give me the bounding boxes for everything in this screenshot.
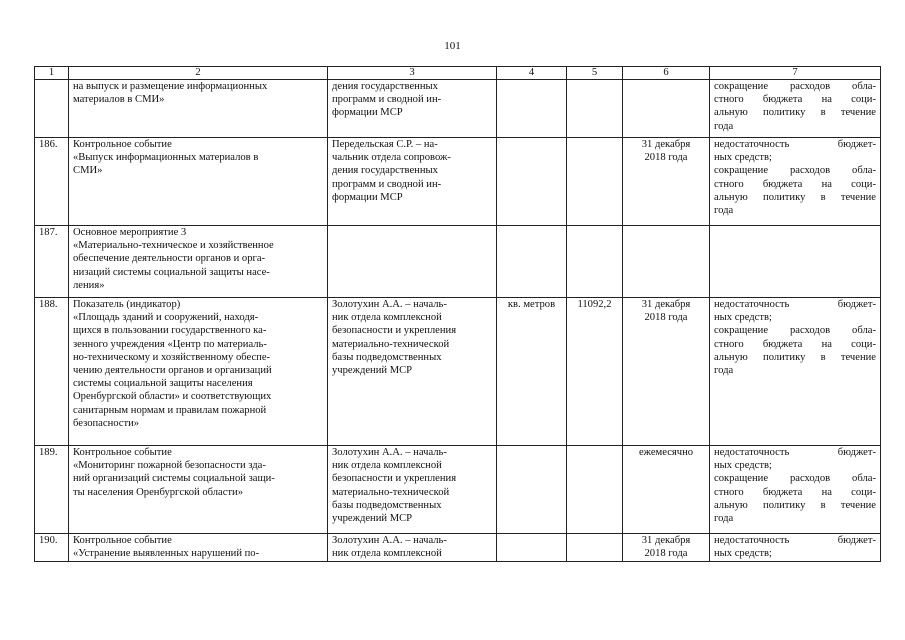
row-number-cell: 188. [35,298,69,446]
unit-of-measure-cell [497,80,567,138]
risk-cell [710,226,881,298]
deadline-cell: 31 декабря 2018 года [623,534,710,562]
risk-line: ных средств; [714,548,772,560]
responsible-person-cell: Золотухин А.А. – началь- ник отдела комплексной [328,534,497,562]
header-cell: 4 [497,67,567,80]
risk-cell [710,80,881,138]
risk-line: недостаточность бюджет- [714,299,876,310]
header-cell: 2 [69,67,328,80]
indicator-value-cell [567,226,623,298]
header-cell: 3 [328,67,497,80]
risk-line: года [714,513,734,525]
risk-line: недостаточность бюджет- [714,447,876,458]
unit-of-measure-cell [497,534,567,562]
risk-line: стного бюджета на соци- [714,178,876,190]
risk-line: альную политику в течение [714,107,876,119]
indicator-value-cell [567,138,623,226]
header-cell: 7 [710,67,881,80]
indicator-value-cell [567,534,623,562]
risk-line: ных средств; [714,312,772,324]
risk-cell [710,446,881,534]
unit-of-measure-cell [497,446,567,534]
responsible-person-cell: Передельская С.Р. – на- чальник отдела сопровож- дения государственных программ и сводной ин- формации МСР [328,138,497,226]
risk-line: сокращение расходов обла- [714,81,876,92]
risk-line: стного бюджета на соци- [714,338,876,350]
table-row [35,446,881,534]
risk-line: сокращение расходов обла- [714,165,876,177]
responsible-person-cell: Золотухин А.А. – началь- ник отдела комплексной безопасности и укрепления материально-технической базы подведомственных учреждений МСР [328,446,497,534]
measure-name-cell: Контрольное событие «Мониторинг пожарной безопасности зда- ний организаций системы социальной защи- ты населения Оренбургской области» [69,446,328,534]
risk-line: недостаточность бюджет- [714,139,876,150]
risk-line: года [714,205,734,217]
risk-cell [710,298,881,446]
measure-name-cell: Контрольное событие «Устранение выявленных нарушений по- [69,534,328,562]
row-number-cell: 189. [35,446,69,534]
row-number-cell: 186. [35,138,69,226]
risk-line: года [714,120,734,132]
deadline-cell: 31 декабря 2018 года [623,298,710,446]
header-cell: 6 [623,67,710,80]
risk-line: ных средств; [714,460,772,472]
row-number-cell [35,80,69,138]
page-number: 101 [444,40,461,52]
risk-line: альную политику в течение [714,191,876,203]
measure-name-cell: Контрольное событие «Выпуск информационных материалов в СМИ» [69,138,328,226]
risk-line: стного бюджета на соци- [714,486,876,498]
risk-cell [710,534,881,562]
risk-line: альную политику в течение [714,351,876,363]
deadline-cell [623,80,710,138]
risk-cell [710,138,881,226]
responsible-person-cell [328,226,497,298]
measures-table [34,66,881,562]
responsible-person-cell: Золотухин А.А. – началь- ник отдела комплексной безопасности и укрепления материально-технической базы подведомственных учреждений МСР [328,298,497,446]
unit-of-measure-cell [497,138,567,226]
table-row [35,138,881,226]
responsible-person-cell: дения государственных программ и сводной ин- формации МСР [328,80,497,138]
risk-line: ных средств; [714,152,772,164]
table-row [35,534,881,562]
indicator-value-cell: 11092,2 [567,298,623,446]
header-cell: 5 [567,67,623,80]
table-row [35,298,881,446]
risk-line: альную политику в течение [714,499,876,511]
risk-line: сокращение расходов обла- [714,473,876,485]
risk-line: сокращение расходов обла- [714,325,876,337]
unit-of-measure-cell [497,226,567,298]
header-row [35,67,881,80]
measure-name-cell: Показатель (индикатор) «Площадь зданий и сооружений, находя- щихся в пользовании государственного ка- зенного учреждения «Центр по материаль- но-техническому и хозяйственному обеспе- чению деятельности органов и организаций системы социальной защиты населения Оренбургской области» и соответствующих санитарным нормам и правилам пожарной безопасности» [69,298,328,446]
row-number-cell: 187. [35,226,69,298]
table-row [35,80,881,138]
unit-of-measure-cell: кв. метров [497,298,567,446]
deadline-cell: ежемесячно [623,446,710,534]
risk-line: года [714,365,734,377]
measure-name-cell: Основное мероприятие 3 «Материально-техническое и хозяйственное обеспечение деятельности органов и орга- низаций системы социальной защиты насе- ления» [69,226,328,298]
row-number-cell: 190. [35,534,69,562]
indicator-value-cell [567,446,623,534]
table-row [35,226,881,298]
deadline-cell [623,226,710,298]
indicator-value-cell [567,80,623,138]
risk-line: стного бюджета на соци- [714,94,876,106]
deadline-cell: 31 декабря 2018 года [623,138,710,226]
measure-name-cell: на выпуск и размещение информационных материалов в СМИ» [69,80,328,138]
header-cell: 1 [35,67,69,80]
risk-line: недостаточность бюджет- [714,535,876,546]
